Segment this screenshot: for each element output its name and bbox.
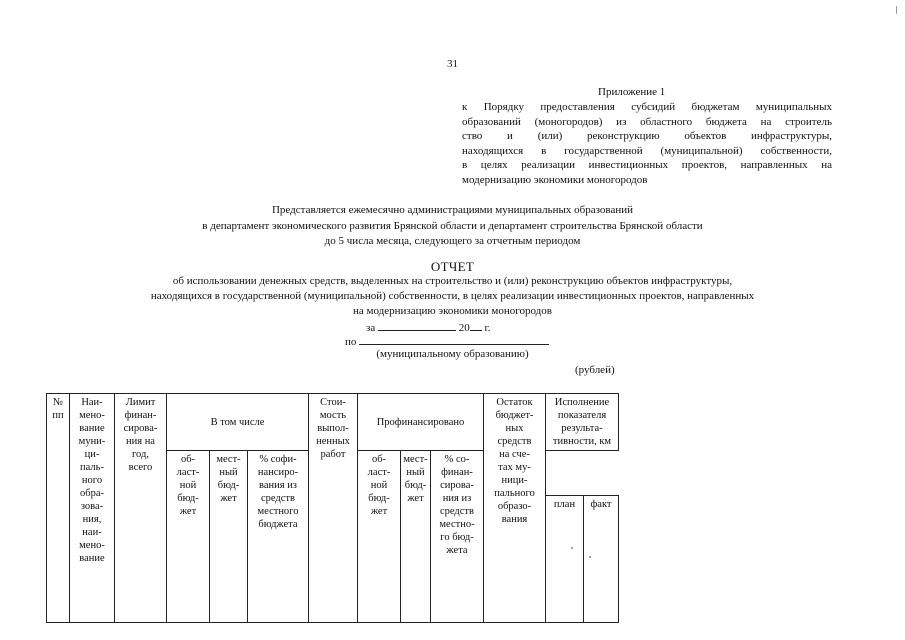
municipality-line [345,334,549,348]
period-year: 20 [458,322,470,334]
period-month-blank[interactable] [378,320,456,331]
group-including-header: В том числе [167,394,309,451]
appendix-text [462,100,832,188]
report-line: на модернизацию экономики моногородов [353,305,552,317]
municipality-note: (муниципальному образованию) [376,348,529,360]
period-year-suffix: г. [484,322,491,334]
report-subtitle [0,274,905,319]
municipality-blank[interactable] [359,334,549,345]
appendix-line: ство и (или) реконструкцию объектов инфраструктуры, [462,130,832,143]
report-table [46,393,619,623]
col-name-header: Наи- мено- вание муни- ци- паль- ного обра- зова- ния, наи- мено- вание [70,394,115,623]
sub2-regional-header: об- ласт- ной бюд- жет [358,451,401,623]
sub2-cofinancing-header: % со- финан- сирова- ния из средств местно- го бюд- жета [431,451,484,623]
period-prefix: за [366,322,376,334]
report-title: ОТЧЕТ [430,259,475,274]
col-cost-header: Стои- мость выпол- ненных работ [309,394,358,623]
scan-artifact [896,6,897,14]
submission-line: до 5 числа месяца, следующего за отчетным периодом [324,235,581,247]
appendix-title: Приложение 1 [598,86,666,98]
appendix-line: образований (моногородов) из областного бюджета на строитель [462,115,832,128]
submission-line: Представляется ежемесячно администрациями муниципальных образований [271,204,634,216]
scan-artifact [571,547,573,549]
col-remainder-header: Остаток бюджет- ных средств на сче- тах му- ници- пального образо- вания [484,394,546,623]
group-financed-header: Профинансировано [358,394,484,451]
col-limit-header: Лимит финан- сирова- ния на год, всего [115,394,167,623]
municipality-prefix: по [345,336,357,348]
sub2-local-header: мест- ный бюд- жет [401,451,431,623]
group-indicator-header: Исполнение показателя результа- тивности, км [546,394,619,451]
submission-line: в департамент экономического развития Брянской области и департамент строительства Брянской области [202,219,703,232]
submission-note [0,203,905,250]
sub-regional-header: об- ласт- ной бюд- жет [167,451,210,623]
report-line: об использовании денежных средств, выделенных на строительство и (или) реконструкцию объектов инфраструктуры, [172,275,733,287]
appendix-line: находящихся в государственной (муниципальной) собственности, [462,144,832,157]
sub-fact-header: факт [584,496,619,623]
units-label: (рублей) [575,364,615,376]
col-number-header: № пп [47,394,70,623]
appendix-line: модернизацию экономики моногородов [462,173,648,186]
report-line: находящихся в государственной (муниципальной) собственности, в целях реализации инвестиционных проектов, направленных [150,290,755,302]
period-line [366,320,491,334]
sub-cofinancing-header: % софи- нансиро- вания из средств местного бюджета [248,451,309,623]
period-year-blank[interactable] [470,320,482,331]
page-number: 31 [447,58,458,70]
sub-local-header: мест- ный бюд- жет [210,451,248,623]
sub-plan-header: план [546,496,584,623]
scan-artifact [589,556,591,558]
appendix-line: к Порядку предоставления субсидий бюджетам муниципальных [462,101,832,113]
appendix-line: в целях реализации инвестиционных проектов, направленных на [462,159,832,172]
